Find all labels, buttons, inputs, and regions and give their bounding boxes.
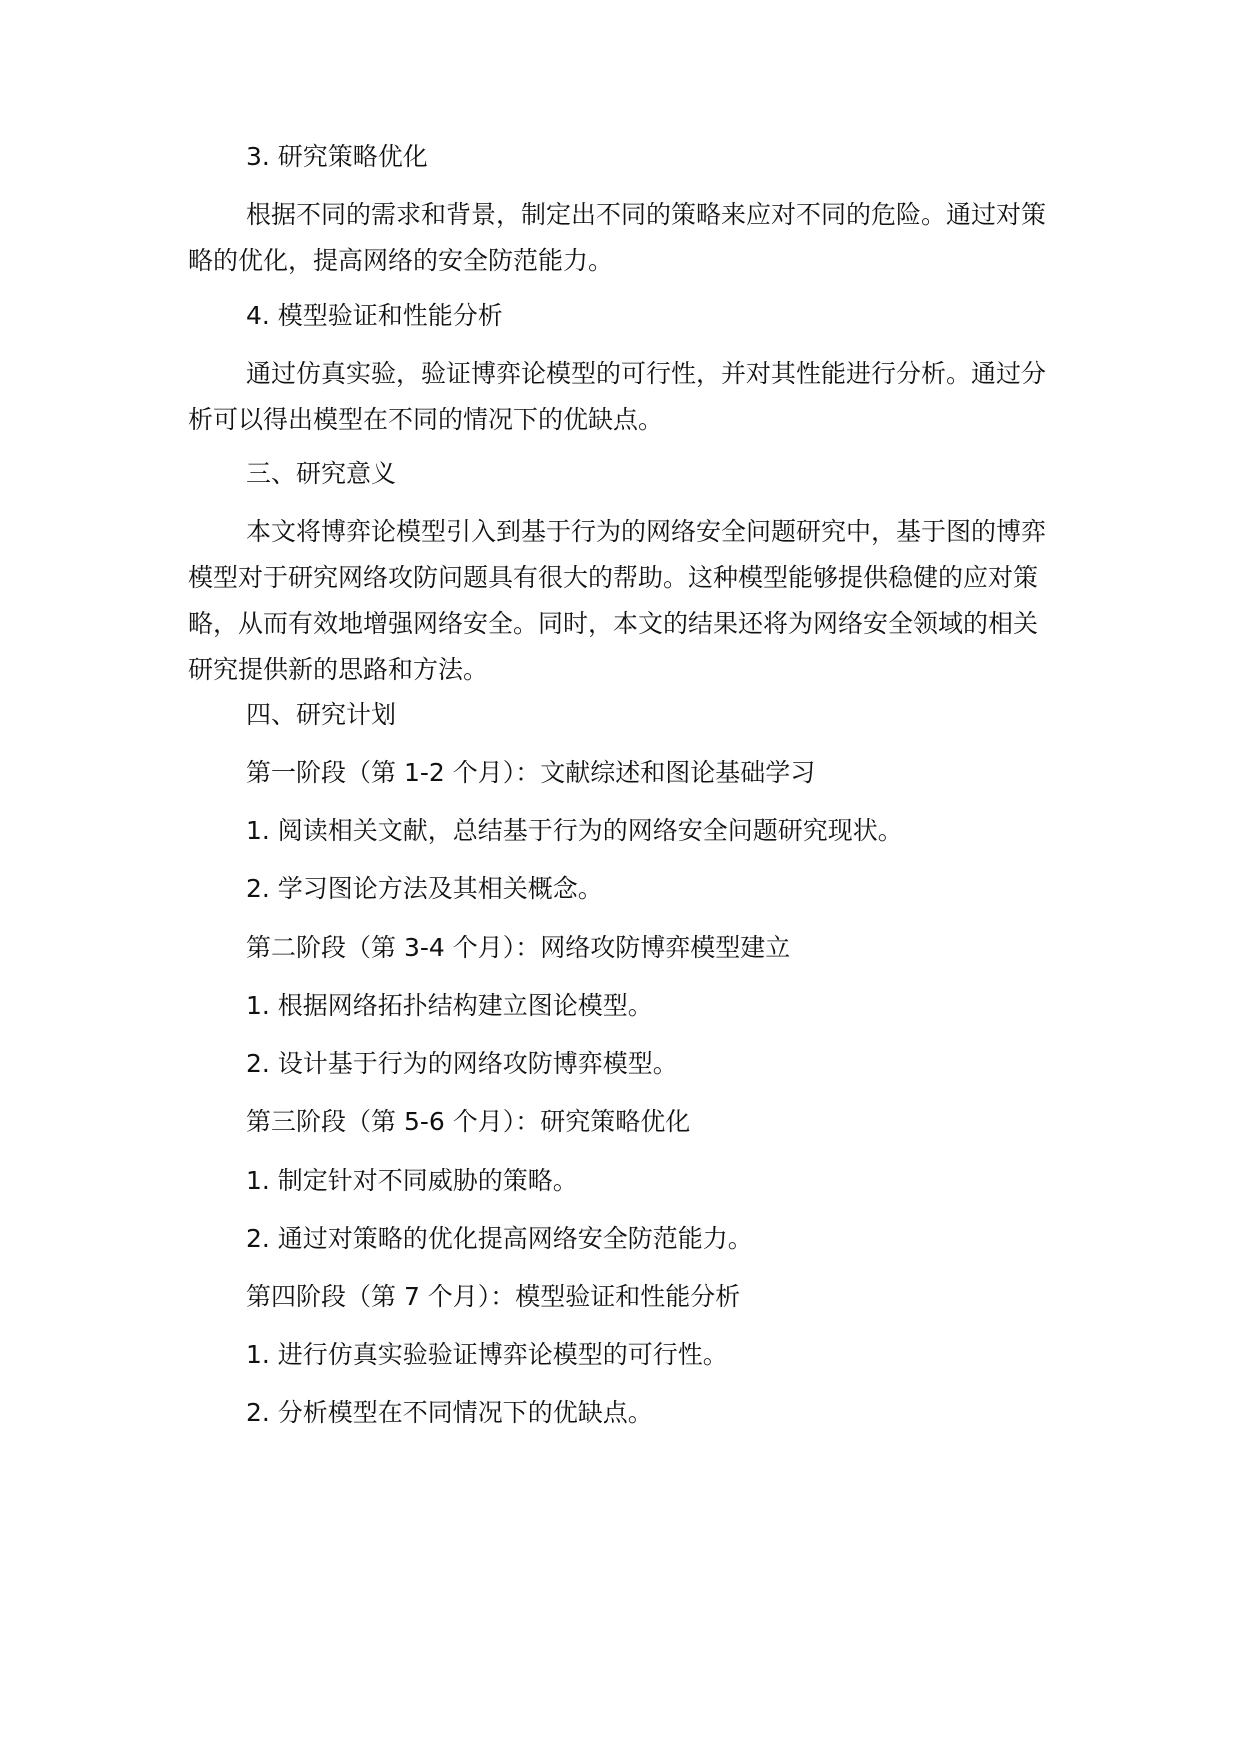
- phase-2-item-1: 1. 根据网络拓扑结构建立图论模型。: [246, 991, 653, 1020]
- section-heading-research-plan: 四、研究计划: [246, 700, 397, 729]
- phase-4-item-1: 1. 进行仿真实验验证博弈论模型的可行性。: [246, 1340, 728, 1369]
- section-heading-model-validation: 4. 模型验证和性能分析: [246, 301, 503, 330]
- phase-2-heading: 第二阶段（第 3-4 个月）：网络攻防博弈模型建立: [246, 933, 791, 962]
- paragraph-research-significance: 本文将博弈论模型引入到基于行为的网络安全问题研究中，基于图的博弈模型对于研究网络攻防问题具有很大的帮助。这种模型能够提供稳健的应对策略，从而有效地增强网络安全。同时，本文的结果还将为网络安全领域的相关研究提供新的思路和方法。: [188, 517, 1047, 684]
- phase-3-item-2: 2. 通过对策略的优化提高网络安全防范能力。: [246, 1224, 753, 1253]
- section-heading-strategy-optimization: 3. 研究策略优化: [246, 142, 428, 171]
- paragraph-model-validation: 通过仿真实验，验证博弈论模型的可行性，并对其性能进行分析。通过分析可以得出模型在不同的情况下的优缺点。: [188, 359, 1047, 434]
- phase-1-item-1: 1. 阅读相关文献，总结基于行为的网络安全问题研究现状。: [246, 816, 903, 845]
- paragraph-strategy-optimization: 根据不同的需求和背景，制定出不同的策略来应对不同的危险。通过对策略的优化，提高网络的安全防范能力。: [188, 200, 1047, 275]
- phase-4-heading: 第四阶段（第 7 个月）：模型验证和性能分析: [246, 1282, 741, 1311]
- phase-3-heading: 第三阶段（第 5-6 个月）：研究策略优化: [246, 1107, 691, 1136]
- section-heading-research-significance: 三、研究意义: [246, 459, 397, 488]
- phase-1-heading: 第一阶段（第 1-2 个月）：文献综述和图论基础学习: [246, 758, 816, 787]
- phase-3-item-1: 1. 制定针对不同威胁的策略。: [246, 1166, 578, 1195]
- phase-2-item-2: 2. 设计基于行为的网络攻防博弈模型。: [246, 1049, 678, 1078]
- phase-4-item-2: 2. 分析模型在不同情况下的优缺点。: [246, 1398, 653, 1427]
- phase-1-item-2: 2. 学习图论方法及其相关概念。: [246, 874, 603, 903]
